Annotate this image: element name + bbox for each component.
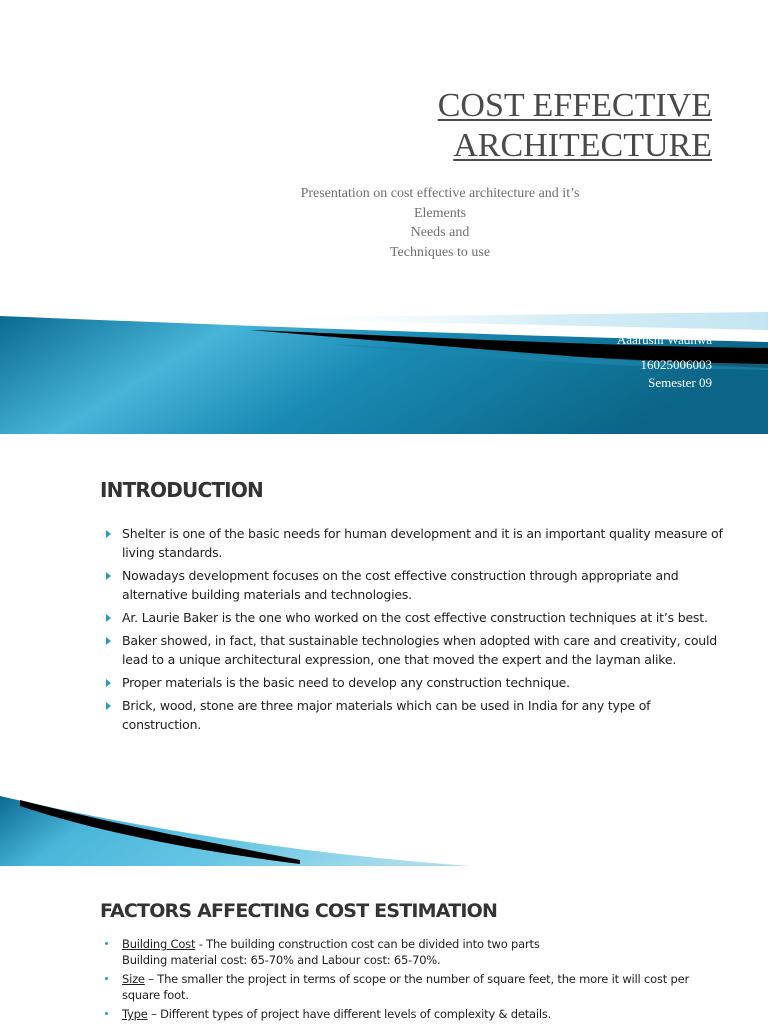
title-line-2: ARCHITECTURE	[453, 127, 712, 164]
author-name: Aaarushi Wadhwa	[616, 332, 712, 347]
factor-item	[104, 936, 729, 968]
factor-description: – Different types of project have different levels of complexity & details.	[147, 1007, 552, 1021]
triangle-bullet-icon	[106, 702, 111, 710]
bullet-item: Shelter is one of the basic needs for human development and it is an important quality measure of living standards.	[104, 524, 724, 562]
triangle-bullet-icon	[106, 637, 111, 645]
bullet-item: Nowadays development focuses on the cost effective construction through appropriate and alternative building materials and technologies.	[104, 566, 724, 604]
triangle-bullet-icon	[106, 614, 111, 622]
bullet-item: Proper materials is the basic need to develop any construction technique.	[104, 673, 724, 692]
introduction-heading: INTRODUCTION	[100, 478, 263, 502]
factor-item	[104, 1006, 729, 1022]
introduction-slide	[0, 434, 768, 866]
introduction-bullet-list	[104, 524, 724, 738]
subtitle-line-2: Elements	[413, 205, 467, 221]
author-semester: Semester 09	[648, 375, 712, 390]
triangle-bullet-icon	[106, 572, 111, 580]
factors-bullet-list	[104, 936, 729, 1024]
dot-bullet-icon	[105, 942, 108, 945]
bullet-item: Ar. Laurie Baker is the one who worked on the cost effective construction techniques at it’s best.	[104, 608, 724, 627]
dot-bullet-icon	[105, 1012, 108, 1015]
factor-item	[104, 971, 729, 1003]
factor-term: Size	[122, 972, 145, 986]
factors-heading: FACTORS AFFECTING COST ESTIMATION	[100, 900, 498, 922]
author-roll-number: 16025006003	[640, 357, 712, 372]
subtitle-line-1: Presentation on cost effective architecture and it’s	[300, 186, 580, 201]
factor-description: - The building construction cost can be divided into two parts	[195, 937, 540, 951]
bullet-item: Brick, wood, stone are three major materials which can be used in India for any type of construction.	[104, 696, 724, 734]
triangle-bullet-icon	[106, 679, 111, 687]
subtitle-line-3: Needs and	[410, 225, 470, 240]
blue-wave-graphic	[0, 784, 768, 866]
bullet-item: Baker showed, in fact, that sustainable technologies when adopted with care and creativity, could lead to a unique architectural expression, one that moved the expert and the layman alike.	[104, 631, 724, 669]
factor-description: – The smaller the project in terms of scope or the number of square feet, the more it will cost per square foot.	[122, 972, 689, 1002]
dot-bullet-icon	[105, 977, 108, 980]
subtitle-line-4: Techniques to use	[389, 244, 491, 260]
triangle-bullet-icon	[106, 530, 111, 538]
factors-slide	[0, 866, 768, 1024]
factor-term: Type	[122, 1007, 148, 1021]
factor-detail: Building material cost: 65-70% and Labour cost: 65-70%.	[122, 953, 441, 967]
title-line-1: COST EFFECTIVE	[437, 87, 712, 124]
title-slide	[0, 0, 768, 434]
factor-term: Building Cost	[122, 937, 196, 951]
